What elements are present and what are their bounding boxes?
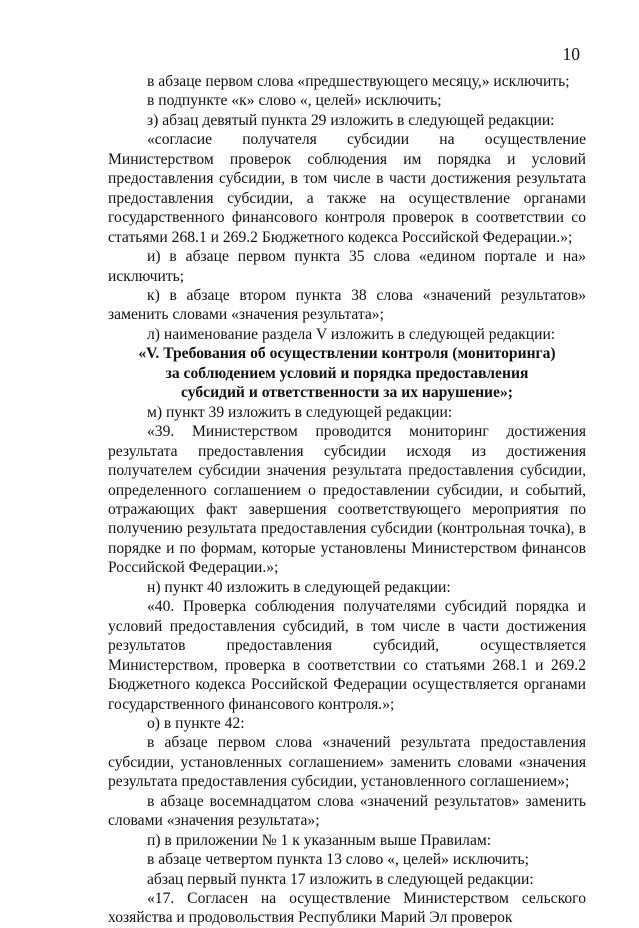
paragraph: н) пункт 40 изложить в следующей редакции: [147, 578, 451, 596]
paragraph: «40. Проверка соблюдения получателями субсидий порядка и условий предоставления субсидий, в том числе в части достижения результатов предоставления субсидий, осуществляется Министерством, проверка в соответствии со статьями 268.1 и 269.2 Бюджетного кодекса Российской Федерации осуществляется органами государственного финансового контроля.»; [108, 598, 586, 713]
paragraph: «17. Согласен на осуществление Министерством сельского хозяйства и продовольствия Республики Марий Эл проверок [108, 890, 586, 927]
paragraph: «39. Министерством проводится мониторинг достижения результата предоставления субсидии исходя из достижения получателем субсидии значения результата предоставления субсидии, определенного соглашением о предоставлении субсидии, и событий, отражающих факт завершения соответствующего мероприятия по получению результата предоставления субсидии (контрольная точка), в порядке и по формам, которые установлены Министерством финансов Российской Федерации.»; [108, 423, 586, 577]
paragraph: п) в приложении № 1 к указанным выше Правилам: [147, 831, 492, 849]
paragraph: л) наименование раздела V изложить в следующей редакции: [147, 325, 556, 343]
paragraph: в подпункте «к» слово «, целей» исключить; [147, 92, 442, 110]
paragraph: з) абзац девятый пункта 29 изложить в следующей редакции: [147, 111, 555, 129]
paragraph: абзац первый пункта 17 изложить в следующей редакции: [147, 870, 534, 888]
page-number: 10 [562, 44, 580, 64]
paragraph: в абзаце четвертом пункта 13 слово «, целей» исключить; [147, 851, 529, 869]
paragraph: «согласие получателя субсидии на осуществление Министерством проверок соблюдения им порядка и условий предоставления субсидии, в том числе в части достижения результата предоставления субсидии, а также на осуществление органами государственного финансового контроля проверок в соответствии со статьями 268.1 и 269.2 Бюджетного кодекса Российской Федерации.»; [108, 131, 586, 246]
paragraph: м) пункт 39 изложить в следующей редакции: [147, 403, 453, 421]
section-heading [108, 344, 586, 402]
section-heading-line: за соблюдением условий и порядка предоставления [165, 364, 529, 382]
paragraph: к) в абзаце втором пункта 38 слова «значений результатов» заменить словами «значения результата»; [108, 286, 586, 324]
section-heading-line: «V. Требования об осуществлении контроля (мониторинга) [138, 345, 556, 363]
document-body [108, 72, 586, 928]
section-heading-line: субсидий и ответственности за их нарушение»; [181, 384, 513, 402]
paragraph: в абзаце первом слова «предшествующего месяцу,» исключить; [147, 73, 570, 90]
paragraph: о) в пункте 42: [147, 714, 245, 732]
paragraph: в абзаце восемнадцатом слова «значений результатов» заменить словами «значения результата»; [108, 792, 586, 830]
paragraph: в абзаце первом слова «значений результата предоставления субсидии, установленных соглашением» заменить словами «значения результата предоставления субсидии, установленного соглашением»; [108, 734, 586, 791]
paragraph: и) в абзаце первом пункта 35 слова «едином портале и на» исключить; [108, 248, 586, 285]
